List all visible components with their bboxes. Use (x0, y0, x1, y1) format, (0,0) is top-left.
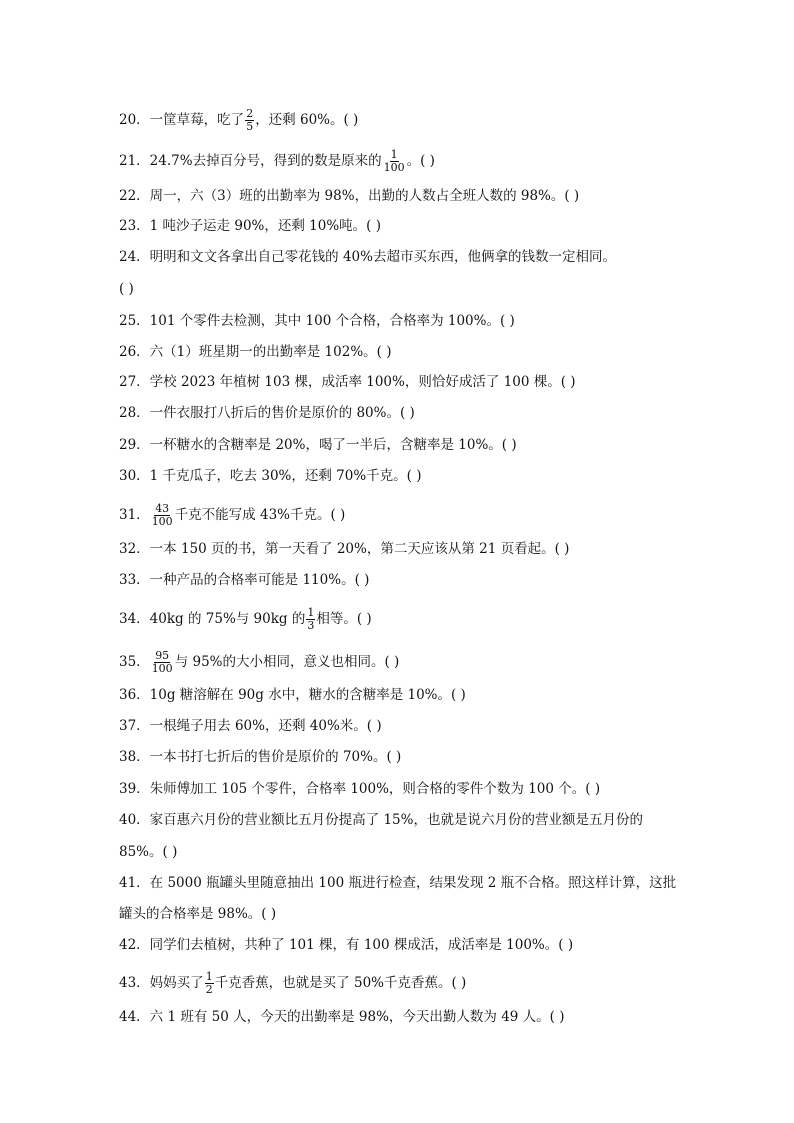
fraction: $\frac{2}{5}$ (246, 107, 254, 133)
question-29: 29．一杯糖水的含糖率是 20%，喝了一半后，含糖率是 10%。( ) (119, 437, 517, 453)
question-39: 39．朱师傅加工 105 个零件，合格率 100%，则合格的零件个数为 100 个。( ) (119, 781, 601, 797)
question-25: 25．101 个零件去检测，其中 100 个合格，合格率为 100%。( ) (119, 313, 515, 329)
question-26: 26．六（1）班星期一的出勤率是 102%。( ) (119, 344, 392, 360)
question-41-continued: 罐头的合格率是 98%。( ) (119, 906, 277, 922)
question-44: 44．六 1 班有 50 人，今天的出勤率是 98%，今天出勤人数为 49 人。( ) (119, 1009, 565, 1025)
question-32: 32．一本 150 页的书，第一天看了 20%，第二天应该从第 21 页看起。( ) (119, 541, 570, 557)
question-21: 21．24.7%去掉百分号，得到的数是原来的 $\frac{1}{100}$ 。( ) (119, 148, 435, 174)
question-36: 36．10g 糖溶解在 90g 水中，糖水的含糖率是 10%。( ) (119, 687, 466, 703)
question-28: 28．一件衣服打八折后的售价是原价的 80%。( ) (119, 405, 415, 421)
question-27: 27．学校 2023 年植树 103 棵，成活率 100%，则恰好成活了 100 棵。( ) (119, 374, 576, 390)
question-34: 34．40kg 的 75%与 90kg 的 $\frac{1}{3}$ 相等。( ) (119, 606, 372, 632)
question-38: 38．一本书打七折后的售价是原价的 70%。( ) (119, 749, 402, 765)
question-33: 33．一种产品的合格率可能是 110%。( ) (119, 572, 370, 588)
question-23: 23．1 吨沙子运走 90%，还剩 10%吨。( ) (119, 218, 381, 234)
question-41: 41．在 5000 瓶罐头里随意抽出 100 瓶进行检查，结果发现 2 瓶不合格。照这样计算，这批 (119, 875, 677, 891)
question-31: 31． $\frac{43}{100}$ 千克不能写成 43%千克。( ) (119, 502, 346, 528)
fraction: $\frac{1}{100}$ (383, 148, 405, 174)
fraction: $\frac{43}{100}$ (151, 502, 173, 528)
fraction: $\frac{1}{2}$ (205, 970, 213, 996)
question-43: 43．妈妈买了 $\frac{1}{2}$ 千克香蕉，也就是买了 50%千克香蕉。( ) (119, 970, 467, 996)
question-24: 24．明明和文文各拿出自己零花钱的 40%去超市买东西，他俩拿的钱数一定相同。 (119, 249, 616, 265)
question-40: 40．家百惠六月份的营业额比五月份提高了 15%，也就是说六月份的营业额是五月份的 (119, 812, 643, 828)
question-35: 35． $\frac{95}{100}$ 与 95%的大小相同，意义也相同。( ) (119, 649, 400, 675)
question-20: 20．一筐草莓，吃了 $\frac{2}{5}$ ，还剩 60%。( ) (119, 107, 359, 133)
question-42: 42．同学们去植树，共种了 101 棵，有 100 棵成活，成活率是 100%。( ) (119, 937, 574, 953)
question-37: 37．一根绳子用去 60%，还剩 40%米。( ) (119, 718, 382, 734)
fraction: $\frac{95}{100}$ (151, 649, 173, 675)
question-24-answer: ( ) (119, 281, 134, 297)
question-22: 22．周一，六（3）班的出勤率为 98%，出勤的人数占全班人数的 98%。( ) (119, 188, 580, 204)
question-40-continued: 85%。( ) (119, 844, 178, 860)
fraction: $\frac{1}{3}$ (307, 606, 315, 632)
question-30: 30．1 千克瓜子，吃去 30%，还剩 70%千克。( ) (119, 468, 422, 484)
